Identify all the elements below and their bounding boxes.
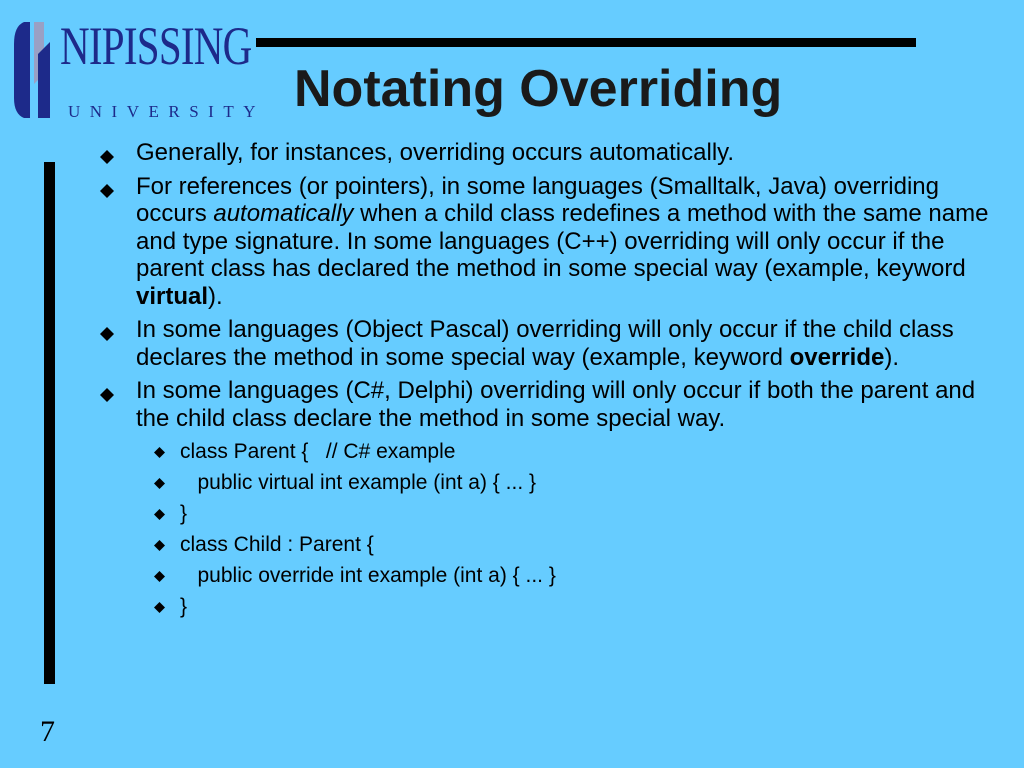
code-text: }	[180, 595, 188, 618]
code-line	[144, 529, 1000, 560]
logo-subtitle: UNIVERSITY	[68, 102, 265, 121]
diamond-icon	[154, 540, 165, 551]
diamond-icon	[154, 478, 165, 489]
side-rule	[44, 162, 55, 684]
diamond-icon	[154, 602, 165, 613]
bullet-list	[100, 139, 1000, 622]
title-rule	[256, 38, 916, 47]
code-line	[144, 560, 1000, 591]
code-line	[144, 498, 1000, 529]
code-text: }	[180, 502, 188, 525]
keyword-text: virtual	[136, 282, 209, 310]
bullet-item	[100, 173, 1000, 311]
diamond-icon	[100, 184, 114, 198]
bullet-text: Generally, for instances, overriding occurs automatically.	[136, 139, 735, 166]
diamond-icon	[100, 327, 114, 341]
bullet-item	[100, 139, 1000, 167]
code-text: public virtual int example (int a) { ... }	[180, 471, 536, 494]
bullet-text: when a child class redefines a method with the same name and type signature. In some languages (C++) overriding will only occur if the parent class has declared the method in some special way (example, keyword	[136, 200, 989, 282]
university-logo	[12, 14, 265, 126]
code-line	[144, 436, 1000, 467]
keyword-text: override	[789, 343, 885, 371]
bullet-item	[100, 316, 1000, 371]
logo-name: NIPISSING	[60, 16, 252, 76]
bullet-text: For references (or pointers), in some languages (Smalltalk, Java) overriding occurs	[136, 172, 940, 227]
code-text: public override int example (int a) { ... }	[180, 564, 556, 587]
diamond-icon	[100, 150, 114, 164]
code-text: class Parent { // C# example	[180, 440, 456, 463]
code-list	[144, 436, 1000, 622]
code-line	[144, 467, 1000, 498]
bullet-text: In some languages (C#, Delphi) overriding will only occur if both the parent and the child class declare the method in some special way.	[136, 377, 976, 432]
diamond-icon	[154, 509, 165, 520]
bullet-item	[100, 377, 1000, 622]
slide-body	[100, 139, 1000, 628]
bullet-text: ).	[208, 282, 223, 310]
logo-mark-icon	[12, 14, 56, 126]
code-line	[144, 591, 1000, 622]
diamond-icon	[154, 447, 165, 458]
page-number: 7	[40, 715, 55, 748]
slide-title: Notating Overriding	[294, 60, 783, 118]
diamond-icon	[100, 388, 114, 402]
bullet-text: In some languages (Object Pascal) overriding will only occur if the child class declares the method in some special way (example, keyword	[136, 316, 954, 371]
emphasis-text: automatically	[213, 200, 354, 227]
code-text: class Child : Parent {	[180, 533, 374, 556]
diamond-icon	[154, 571, 165, 582]
bullet-text: ).	[884, 343, 900, 371]
